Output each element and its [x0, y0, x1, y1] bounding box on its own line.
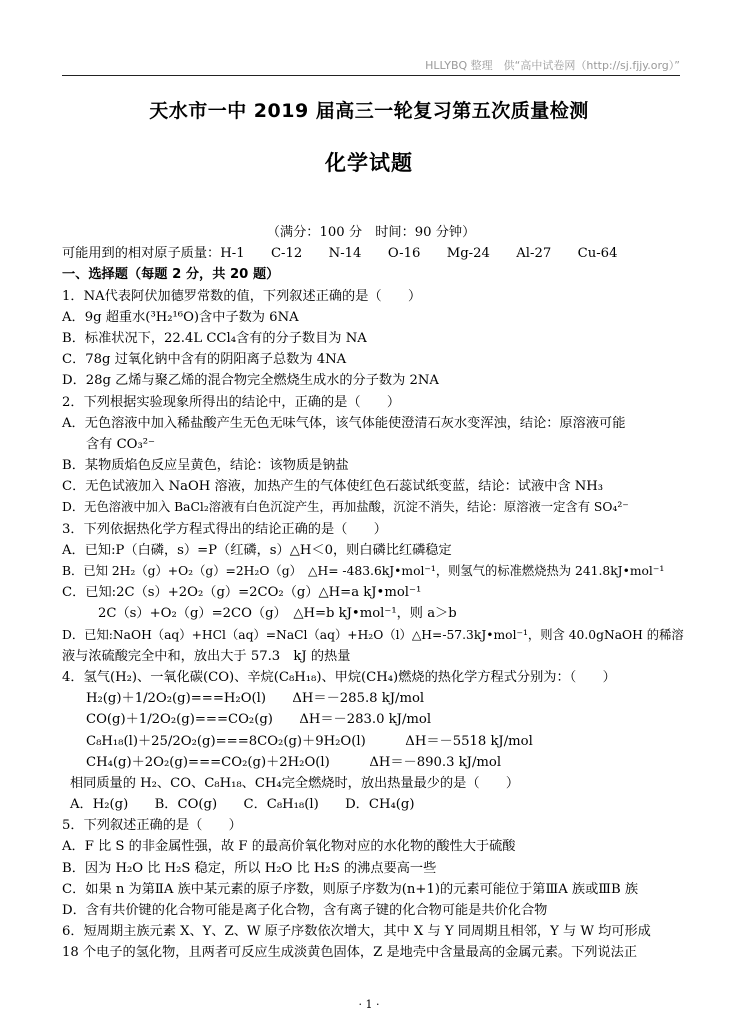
q4-equation-3: C₈H₁₈(l)＋25/2O₂(g)===8CO₂(g)＋9H₂O(l) ΔH＝－5518 kJ/mol — [86, 733, 533, 749]
question-5: 5．下列叙述正确的是（ ） — [62, 818, 242, 834]
q2-option-c: C．无色试液加入 NaOH 溶液，加热产生的气体使红色石蕊试纸变蓝，结论：试液中含 NH₃ — [62, 479, 604, 495]
q4-options: A．H₂(g) B．CO(g) C．C₈H₁₈(l) D．CH₄(g) — [70, 797, 415, 813]
exam-title: 天水市一中 2019 届高三一轮复习第五次质量检测 — [149, 100, 589, 122]
exam-info: （满分：100 分 时间：90 分钟） — [266, 225, 476, 240]
q1-option-b: B．标准状况下，22.4L CCl₄含有的分子数目为 NA — [62, 330, 367, 346]
atomic-masses: 可能用到的相对原子质量：H-1 C-12 N-14 O-16 Mg-24 Al-27 Cu-64 — [62, 246, 618, 262]
section-heading: 一、选择题（每题 2 分，共 20 题） — [62, 267, 280, 283]
question-1: 1．NA代表阿伏加德罗常数的值，下列叙述正确的是（ ） — [62, 288, 422, 304]
q5-option-b: B．因为 H₂O 比 H₂S 稳定，所以 H₂O 比 H₂S 的沸点要高一些 — [62, 860, 437, 876]
q1-option-d: D．28g 乙烯与聚乙烯的混合物完全燃烧生成水的分子数为 2NA — [62, 373, 439, 389]
q3-option-a: A．已知:P（白磷，s）=P（红磷，s）△H＜0，则白磷比红磷稳定 — [62, 542, 452, 558]
document-body — [62, 222, 684, 964]
q2-option-a: A．无色溶液中加入稀盐酸产生无色无味气体，该气体能使澄清石灰水变浑浊，结论：原溶液可能 — [62, 415, 626, 431]
q5-option-d: D．含有共价键的化合物可能是离子化合物，含有离子键的化合物可能是共价化合物 — [62, 903, 548, 918]
q5-option-c: C．如果 n 为第ⅡA 族中某元素的原子序数，则原子序数为(n+1)的元素可能位于第ⅢA 族或ⅢB 族 — [62, 881, 639, 897]
q3-option-c: C．已知:2C（s）+2O₂（g）=2CO₂（g）△H=a kJ•mol⁻¹ — [62, 585, 422, 601]
q2-option-b: B．某物质焰色反应呈黄色，结论：该物质是钠盐 — [62, 458, 349, 474]
question-6: 6．短周期主族元素 X、Y、Z、W 原子序数依次增大，其中 X 与 Y 同周期且相邻，Y 与 W 均可形成 — [62, 924, 651, 940]
question-4: 4．氢气(H₂)、一氧化碳(CO)、辛烷(C₈H₁₈)、甲烷(CH₄)燃烧的热化学方程式分别为：（ ） — [62, 669, 616, 685]
q4-equation-1: H₂(g)＋1/2O₂(g)===H₂O(l) ΔH＝－285.8 kJ/mol — [86, 691, 425, 707]
q2-option-d: D．无色溶液中加入 BaCl₂溶液有白色沉淀产生，再加盐酸，沉淀不消失，结论：原溶液一定含有 SO₄²⁻ — [62, 500, 629, 515]
q4-equation-4: CH₄(g)＋2O₂(g)===CO₂(g)＋2H₂O(l) ΔH＝－890.3 kJ/mol — [86, 754, 502, 770]
q4-question-stem: 相同质量的 H₂、CO、C₈H₁₈、CH₄完全燃烧时，放出热量最少的是（ ） — [70, 775, 520, 791]
q2-option-a-cont: 含有 CO₃²⁻ — [86, 436, 156, 452]
header-divider — [62, 75, 680, 76]
q3-option-b: B．已知 2H₂（g）+O₂（g）=2H₂O（g） △H= -483.6kJ•mol⁻¹，则氢气的标准燃烧热为 241.8kJ•mol⁻¹ — [62, 564, 665, 578]
q4-equation-2: CO(g)＋1/2O₂(g)===CO₂(g) ΔH＝－283.0 kJ/mol — [86, 712, 432, 728]
question-3: 3．下列依据热化学方程式得出的结论正确的是（ ） — [62, 521, 387, 537]
q3-option-d-cont: 液与浓硫酸完全中和，放出大于 57.3 kJ 的热量 — [62, 648, 351, 664]
q3-option-d: D．已知:NaOH（aq）+HCl（aq）=NaCl（aq）+H₂O（l）△H=-57.3kJ•mol⁻¹，则含 40.0gNaOH 的稀溶 — [62, 627, 684, 642]
header-source-text: HLLYBQ 整理 供“高中试卷网（http://sj.fjjy.org）” — [425, 59, 680, 72]
question-6-cont: 18 个电子的氢化物，且两者可反应生成淡黄色固体，Z 是地壳中含量最高的金属元素。下列说法正 — [62, 945, 638, 961]
page-number: · 1 · — [358, 998, 380, 1011]
q1-option-c: C．78g 过氧化钠中含有的阴阳离子总数为 4NA — [62, 352, 347, 368]
q5-option-a: A．F 比 S 的非金属性强，故 F 的最高价氧化物对应的水化物的酸性大于硫酸 — [62, 839, 516, 855]
question-2: 2．下列根据实验现象所得出的结论中，正确的是（ ） — [62, 394, 401, 410]
q1-option-a: A．9g 超重水(³H₂¹⁶O)含中子数为 6NA — [62, 309, 299, 325]
exam-subject: 化学试题 — [325, 151, 413, 175]
q3-option-c-cont: 2C（s）+O₂（g）=2CO（g） △H=b kJ•mol⁻¹，则 a＞b — [98, 606, 457, 622]
